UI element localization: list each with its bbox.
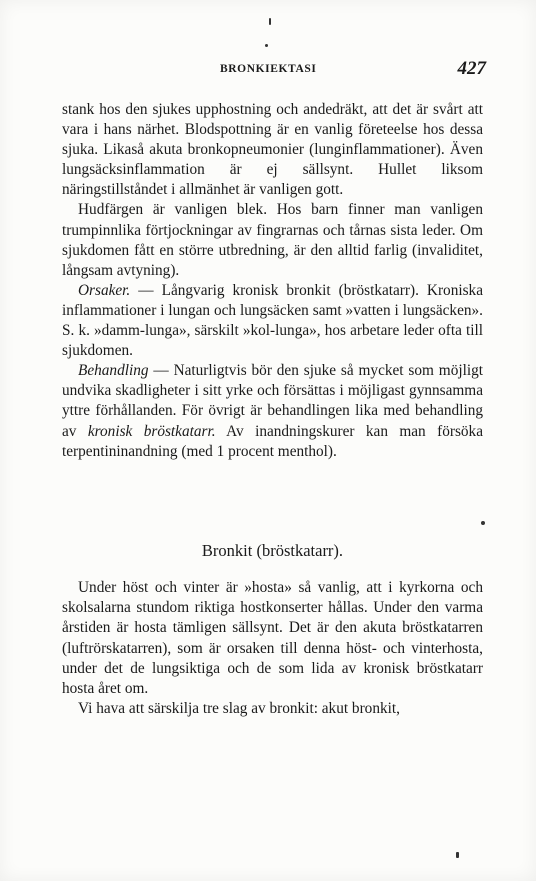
page-number: 427 [457,58,486,79]
paragraph [62,361,483,461]
paragraph-text: — Naturligtvis bör den sjuke så mycket som möjligt undvika skadligheter i sitt yrke och försättas i möjligast gynnsamma yttre förhållanden. För övrigt är behandlingen lika med behandling av [62,362,483,440]
emphasized-text: kronisk bröstkatarr. [87,422,216,440]
print-speck [269,18,271,25]
paragraph [62,281,483,361]
running-head: BRONKIEKTASI [220,63,317,75]
paragraph: stank hos den sjukes upphostning och andedräkt, att det är svårt att vara i hans närhet. Blodspottning är en vanlig företeelse hos dessa sjuka. Likaså akuta bronkopneumonier (lunginflammationer). Även lungsäcksinflammation är ej sällsynt. Hullet liksom näringstillståndet i allmänhet är vanligen gott. [62,101,483,199]
paragraph-lead: Orsaker. [78,281,131,299]
print-speck [481,521,485,525]
paragraph: Vi hava att särskilja tre slag av bronkit: akut bronkit, [78,700,400,718]
paragraph: Under höst och vinter är »hosta» så vanlig, att i kyrkorna och skolsalarna stundom riktiga hostkonserter hållas. Under den varma årstiden är hosta tämligen sällsynt. Det är den akuta bröstkatarren (luftrörskatarren), som är orsaken till denna höst- och vinterhosta, under det de lungsiktiga och de som lida av kronisk bröstkatarr hosta året om. [62,579,483,698]
paragraph: Hudfärgen är vanligen blek. Hos barn finner man vanligen trumpinnlika förtjockningar av fingrarnas och tårnas sista leder. Om sjukdomen fått en större utbredning, är den alltid farlig (invaliditet, långsam avtyning). [62,201,483,279]
page-header [60,58,486,82]
body-text [62,100,483,462]
print-speck [265,44,268,47]
section-heading: Bronkit (bröstkatarr). [201,541,344,560]
paragraph-lead: Behandling [78,362,149,380]
paragraph-text: — Långvarig kronisk bronkit (bröstkatarr). Kroniska inflammationer i lungan och lungsäcken samt »vatten i lungsäcken». S. k. »damm-lunga», särskilt »kol-lunga», hos arbetare leder ofta till sjukdomen. [62,281,483,360]
section-body-text [62,578,483,719]
print-speck [456,852,459,858]
paragraph-text: Av inandningskurer kan man försöka terpentininandning (med 1 procent menthol). [62,422,483,460]
